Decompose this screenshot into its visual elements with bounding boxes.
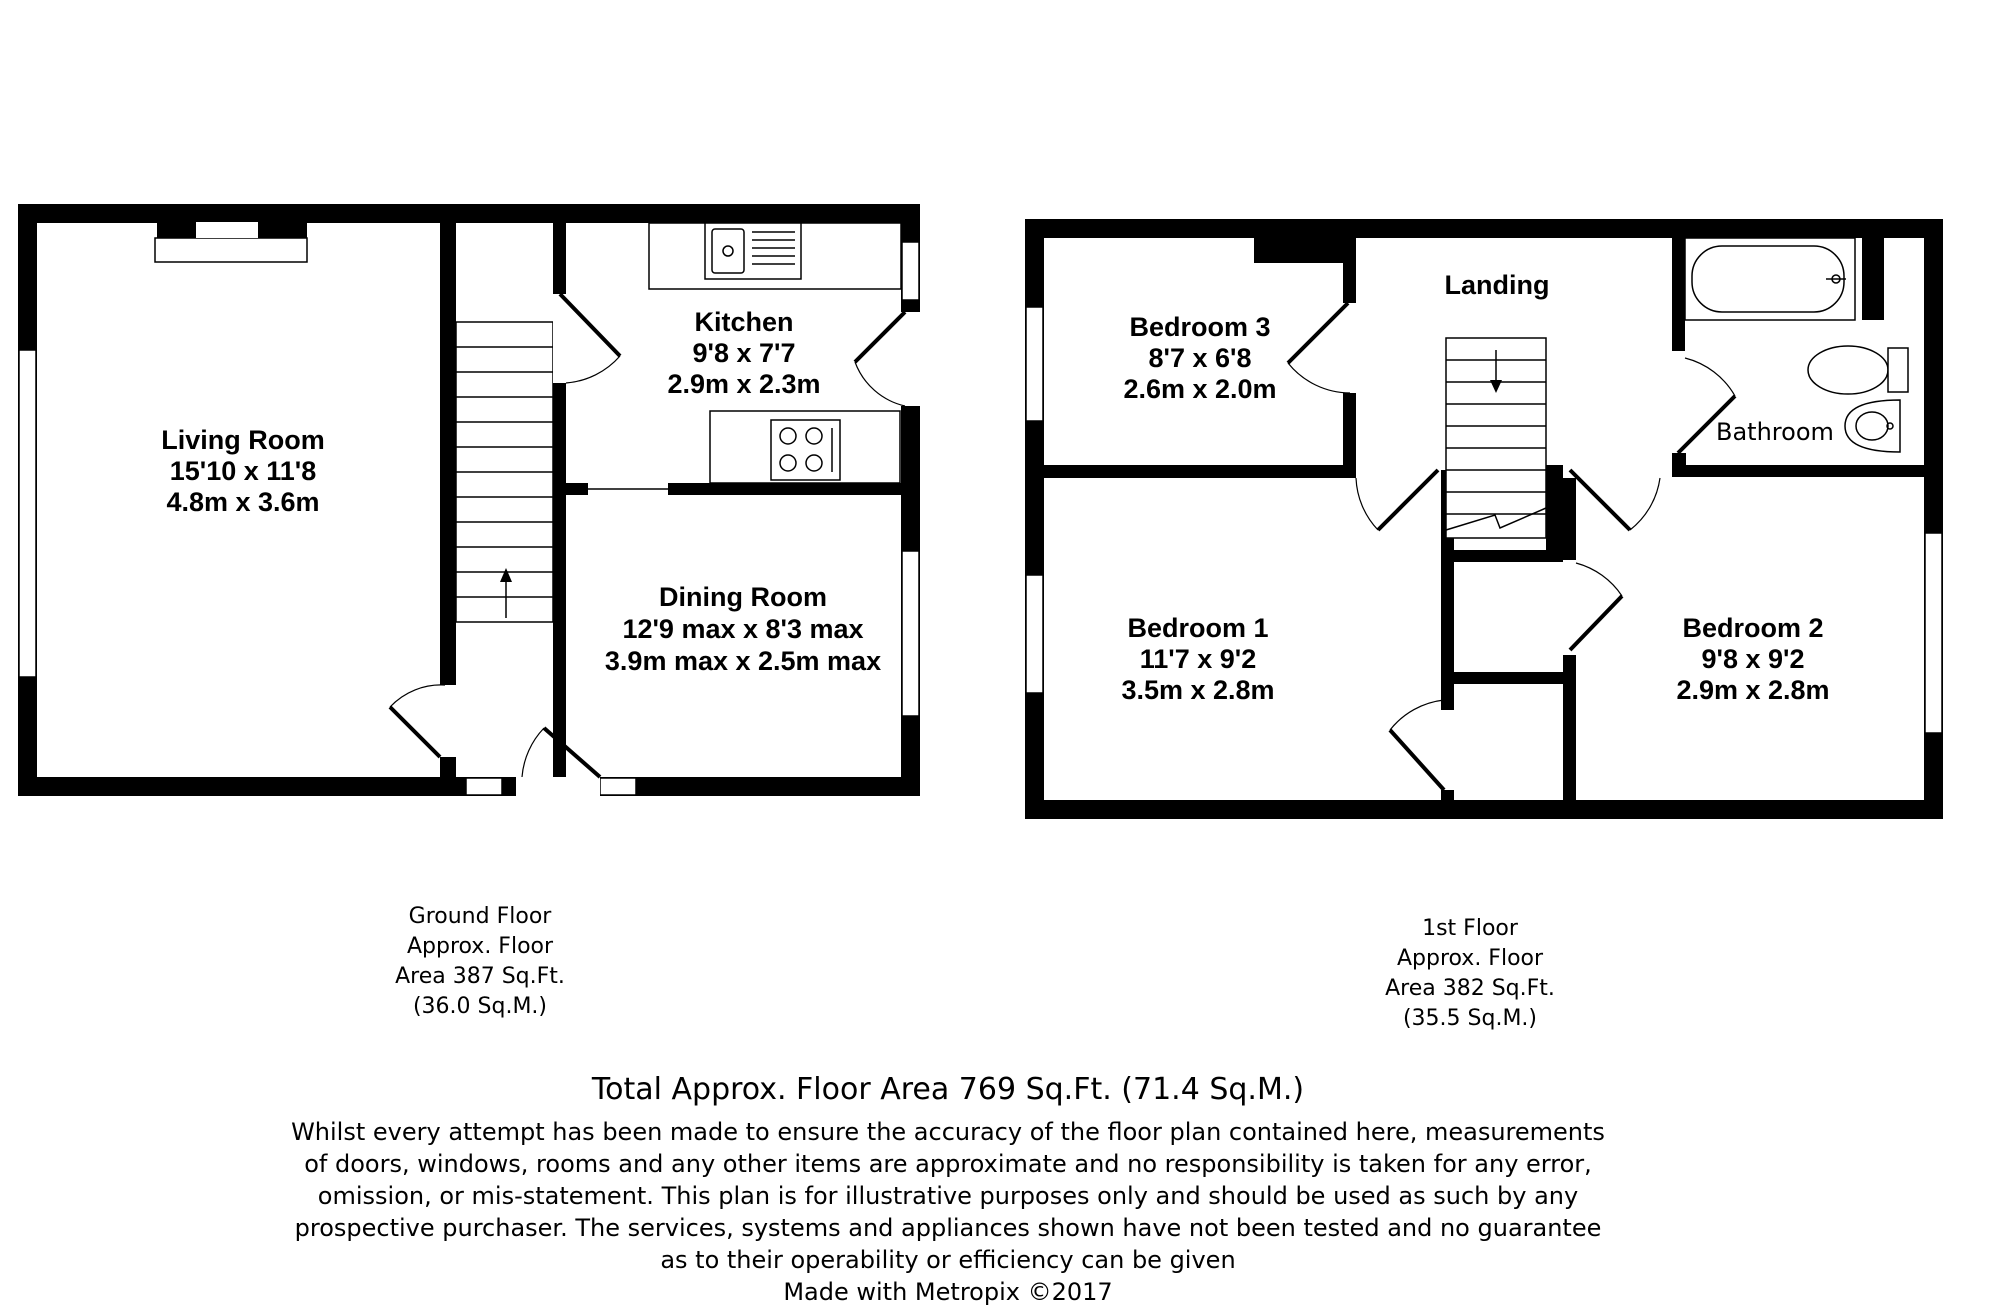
- ground-area-line-1: Ground Floor: [408, 904, 552, 929]
- kitchen-dining-wall-right: [668, 483, 920, 495]
- living-room-window: [19, 350, 36, 677]
- kitchen-imperial: 9'8 x 7'7: [692, 338, 796, 368]
- bath-tub-icon: [1685, 238, 1884, 320]
- bedroom1-window: [1026, 575, 1043, 693]
- cupboard-wall-bottom: [1454, 672, 1575, 684]
- dining-room-metric: 3.9m max x 2.5m max: [604, 646, 882, 676]
- bedroom2-imperial: 9'8 x 9'2: [1701, 644, 1805, 674]
- bedroom3-wall-right-upper: [1343, 233, 1356, 303]
- cooker-hob-icon: [771, 420, 840, 480]
- bedroom2-name: Bedroom 2: [1682, 613, 1824, 643]
- hall-window: [466, 778, 502, 795]
- bathroom-wall-bottom: [1672, 465, 1924, 477]
- total-floor-area: Total Approx. Floor Area 769 Sq.Ft. (71.4 Sq.M.): [591, 1072, 1305, 1107]
- bedroom1-imperial: 11'7 x 9'2: [1139, 644, 1257, 674]
- bedroom1-metric: 3.5m x 2.8m: [1121, 675, 1275, 705]
- ground-floor-area-caption: [395, 904, 565, 1019]
- dining-room-window: [902, 551, 919, 716]
- bedroom1-name: Bedroom 1: [1127, 613, 1269, 643]
- cupboard-wall-left-upper: [1441, 528, 1454, 610]
- living-room-imperial: 15'10 x 11'8: [169, 456, 317, 486]
- landing-name: Landing: [1444, 270, 1550, 300]
- first-staircase: [1446, 338, 1563, 550]
- bedroom2-wall-upper: [1563, 470, 1576, 560]
- fireplace-opening: [196, 222, 258, 238]
- bedroom2-metric: 2.9m x 2.8m: [1676, 675, 1830, 705]
- bathroom-wall-left-upper: [1672, 233, 1685, 351]
- ground-wall-top: [18, 204, 920, 223]
- first-floor-plan: [1025, 219, 1943, 819]
- first-area-line-3: Area 382 Sq.Ft.: [1385, 976, 1555, 1001]
- first-floor-area-caption: [1385, 916, 1555, 1031]
- living-room-name: Living Room: [161, 425, 325, 455]
- ground-area-line-2: Approx. Floor: [406, 934, 554, 959]
- bedroom3-window: [1026, 307, 1043, 421]
- dining-room-imperial: 12'9 max x 8'3 max: [622, 614, 864, 644]
- kitchen-dining-wall-left: [566, 483, 588, 495]
- first-area-line-2: Approx. Floor: [1396, 946, 1544, 971]
- ground-area-line-4: (36.0 Sq.M.): [412, 994, 548, 1019]
- bedroom3-metric: 2.6m x 2.0m: [1123, 374, 1277, 404]
- disclaimer-line-4: prospective purchaser. The services, systems and appliances shown have not been tested and no guarantee: [294, 1214, 1602, 1242]
- dining-front-window: [600, 778, 636, 795]
- bedroom1-wall-low: [1441, 790, 1454, 802]
- disclaimer-line-2: of doors, windows, rooms and any other items are approximate and no responsibility is taken for any error,: [304, 1150, 1592, 1178]
- kitchen-partition-upper: [553, 204, 566, 294]
- kitchen-name: Kitchen: [694, 307, 794, 337]
- ground-staircase: [456, 322, 553, 622]
- ground-floor-plan: [18, 204, 920, 796]
- disclaimer-line-5: as to their operability or efficiency can be given: [660, 1246, 1236, 1274]
- bedroom3-wall-bottom: [1044, 465, 1356, 478]
- kitchen-sink-icon: [705, 223, 801, 279]
- stair-wall-right: [1546, 465, 1563, 550]
- first-area-line-4: (35.5 Sq.M.): [1402, 1006, 1538, 1031]
- disclaimer-line-3: omission, or mis-statement. This plan is for illustrative purposes only and should be used as such by any: [317, 1182, 1579, 1210]
- disclaimer: [291, 1118, 1605, 1274]
- living-room-metric: 4.8m x 3.6m: [166, 487, 320, 517]
- bedroom2-wall-lower: [1563, 655, 1576, 802]
- first-wall-top: [1025, 219, 1943, 238]
- first-area-line-1: 1st Floor: [1422, 916, 1518, 941]
- cupboard-wall-top: [1454, 550, 1575, 562]
- bedroom1-wall-mid: [1441, 610, 1454, 710]
- bedroom2-window: [1925, 533, 1942, 733]
- washbasin-icon: [1845, 400, 1900, 452]
- bathroom-name: Bathroom: [1716, 418, 1834, 446]
- metropix-credit: Made with Metropix ©2017: [783, 1278, 1113, 1306]
- first-wall-bottom: [1025, 800, 1943, 819]
- dining-room-name: Dining Room: [659, 582, 827, 612]
- disclaimer-line-1: Whilst every attempt has been made to ensure the accuracy of the floor plan contained here, measurements: [291, 1118, 1605, 1146]
- kitchen-metric: 2.9m x 2.3m: [667, 369, 821, 399]
- bedroom3-name: Bedroom 3: [1129, 312, 1271, 342]
- kitchen-window: [902, 242, 919, 300]
- bedroom3-wall-right-lower: [1343, 393, 1356, 470]
- dining-partition-lower: [553, 383, 566, 793]
- bedroom3-imperial: 8'7 x 6'8: [1148, 343, 1252, 373]
- ground-area-line-3: Area 387 Sq.Ft.: [395, 964, 565, 989]
- bedroom3-cupboard: [1254, 233, 1343, 263]
- toilet-icon: [1808, 346, 1908, 394]
- hearth: [155, 238, 307, 262]
